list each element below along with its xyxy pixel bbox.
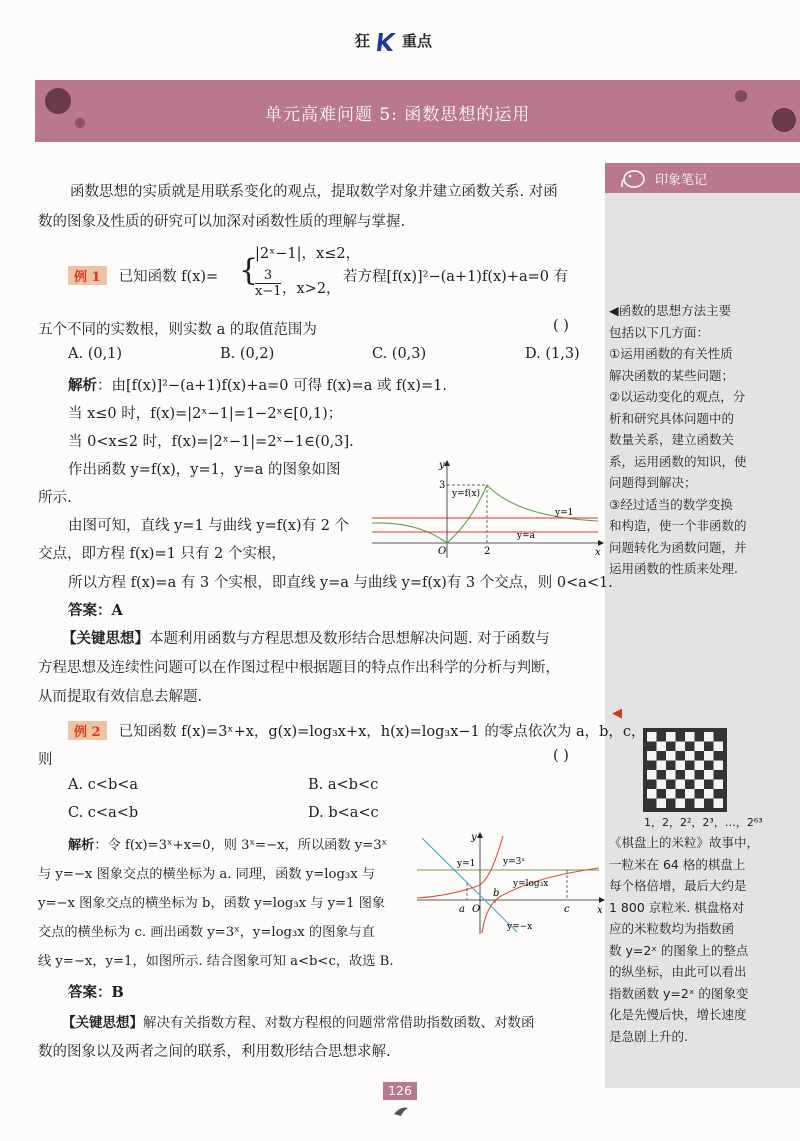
- chessboard-illustration: [643, 728, 727, 812]
- intro-line: 函数思想的实质就是用联系变化的观点，提取数学对象并建立函数关系. 对函: [70, 184, 558, 200]
- chessboard-square: [657, 742, 667, 752]
- decor-dot: [772, 108, 796, 132]
- chessboard-square: [666, 732, 676, 742]
- note-line: 数 y=2ˣ 的图象上的整点: [609, 942, 749, 958]
- solution-line: 当 x≤0 时，f(x)=|2ˣ−1|=1−2ˣ∈[0,1)；: [68, 406, 343, 422]
- intro-line: 数的图象及性质的研究可以加深对函数性质的理解与掌握.: [38, 214, 406, 230]
- chessboard-square: [704, 789, 714, 799]
- chessboard-square: [704, 770, 714, 780]
- logo-left-text: 狂: [355, 32, 371, 50]
- chessboard-square: [704, 751, 714, 761]
- chessboard-square: [666, 789, 676, 799]
- example-2-tag: 例 2: [68, 721, 107, 740]
- answer-line: 答案：A: [68, 602, 123, 619]
- note-line: 化是先慢后快，增长速度: [609, 1007, 747, 1022]
- brand-logo: [355, 30, 432, 53]
- note-line: 是急剧上升的.: [609, 1028, 688, 1044]
- decor-dot: [75, 118, 85, 128]
- example-2-stem: [68, 720, 646, 741]
- note-line: 包括以下几方面：: [609, 324, 710, 340]
- chessboard-square: [714, 742, 724, 752]
- key-idea-line: [62, 1011, 535, 1031]
- chessboard-square: [657, 780, 667, 790]
- option-d: D. b<a<c: [308, 805, 379, 821]
- note-line: ◀函数的思想方法主要: [609, 303, 732, 318]
- chessboard-square: [685, 751, 695, 761]
- solution-line: 交点的横坐标为 c. 画出函数 y=3ˣ，y=log₃x 的图象与直: [38, 925, 375, 940]
- option-c: C. (0,3): [372, 346, 427, 362]
- option-b: B. a<b<c: [308, 777, 379, 793]
- figure-piecewise-graph: [372, 458, 604, 560]
- chessboard-square: [647, 732, 657, 742]
- marker-icon: ◀: [612, 706, 622, 721]
- page-number: 126: [383, 1082, 417, 1100]
- chessboard-square: [695, 761, 705, 771]
- solution-line: 由图可知，直线 y=1 与曲线 y=f(x)有 2 个: [68, 518, 350, 534]
- label-y1: y=1: [457, 859, 476, 869]
- label-b: b: [493, 888, 500, 899]
- example-1-tag: 例 1: [68, 266, 107, 285]
- key-idea-label: 【关键思想】: [62, 630, 149, 647]
- chessboard-square: [704, 732, 714, 742]
- solution-line: 所以方程 f(x)=a 有 3 个实根，即直线 y=a 与曲线 y=f(x)有 3 个交点，则 0<a<1.: [68, 575, 613, 591]
- piecewise-case-1: |2ˣ−1|，x≤2，: [255, 246, 361, 262]
- chessboard-square: [685, 732, 695, 742]
- x-axis-arrow: [599, 897, 605, 903]
- note-line: 运用函数的性质来处理.: [609, 561, 738, 576]
- label-origin: O: [438, 546, 447, 557]
- solution-line: 所示.: [38, 490, 72, 506]
- chessboard-square: [676, 761, 686, 771]
- note-line: 1 800 京粒米. 棋盘格对: [609, 899, 745, 915]
- note-line: 一粒米在 64 格的棋盘上: [609, 856, 746, 872]
- chessboard-square: [695, 780, 705, 790]
- solution-line: 作出函数 y=f(x)，y=1，y=a 的图象如图: [68, 462, 341, 478]
- label-neg-x: y=−x: [507, 922, 533, 932]
- note-line: 每个格倍增，最后大约是: [609, 878, 747, 893]
- label-c: c: [564, 904, 570, 915]
- solution-line: [68, 374, 447, 395]
- option-c: C. c<a<b: [68, 805, 139, 821]
- piecewise-fraction: [255, 268, 281, 299]
- label-x: x: [597, 905, 603, 916]
- label-y: y: [439, 460, 445, 471]
- sidebar-note-methods: [609, 300, 747, 580]
- chessboard-square: [676, 742, 686, 752]
- label-ya: y=a: [517, 531, 535, 541]
- chessboard-square: [714, 761, 724, 771]
- chessboard-square: [657, 799, 667, 809]
- example-1-question: 五个不同的实数根，则实数 a 的取值范围为: [38, 322, 317, 338]
- note-line: ③经过适当的数学变换: [609, 496, 733, 512]
- solution-label: 解析: [68, 377, 97, 394]
- label-exp: y=3ˣ: [503, 857, 526, 867]
- sidebar-note-rice: [609, 832, 759, 1047]
- note-line: 和构造，使一个非函数的: [609, 518, 747, 533]
- decor-dot: [735, 90, 747, 102]
- example-1-equation: 若方程[f(x)]²−(a+1)f(x)+a=0 有: [343, 269, 569, 285]
- chessboard-square: [695, 742, 705, 752]
- example-2-question: 则: [38, 752, 53, 768]
- fraction-denominator: x−1: [255, 284, 282, 299]
- key-idea-label: 【关键思想】: [62, 1015, 143, 1031]
- chessboard-square: [647, 770, 657, 780]
- section-title: 单元高难问题 5: 函数思想的运用: [265, 105, 531, 125]
- label-a: a: [459, 904, 465, 915]
- figure-exp-log-graph: [417, 828, 605, 936]
- chessboard-square: [695, 799, 705, 809]
- chessboard-square: [647, 751, 657, 761]
- note-line: ②以运动变化的观点，分: [609, 389, 746, 404]
- solution-text: ：令 f(x)=3ˣ+x=0，则 3ˣ=−x，所以函数 y=3ˣ: [94, 838, 388, 853]
- answer-paren: ( ): [553, 318, 569, 334]
- option-a: A. c<b<a: [68, 777, 139, 793]
- label-y: y: [471, 832, 477, 843]
- solution-line: 线 y=−x，y=1，如图所示. 结合图象可知 a<b<c，故选 B.: [38, 954, 394, 969]
- solution-label: 解析: [68, 838, 95, 853]
- chessboard-square: [666, 751, 676, 761]
- stem-text: 已知函数 f(x)=: [118, 269, 219, 285]
- sidebar-title: 印象笔记: [655, 173, 708, 188]
- piecewise-case-2-cond: ，x>2，: [282, 281, 341, 297]
- label-2: 2: [484, 546, 491, 557]
- key-idea-line: [62, 627, 550, 648]
- chessboard-square: [647, 789, 657, 799]
- note-line: 问题得到解决；: [609, 475, 697, 490]
- sidebar-header: [605, 163, 800, 193]
- chessboard-square: [657, 761, 667, 771]
- line-neg-x: [422, 838, 517, 932]
- x-axis-arrow: [598, 540, 604, 546]
- note-line: 问题转化为函数问题，并: [609, 539, 747, 555]
- solution-line: 当 0<x≤2 时，f(x)=|2ˣ−1|=2ˣ−1∈(0,3].: [68, 434, 354, 450]
- solution-line: [68, 834, 387, 853]
- y-axis-arrow: [477, 832, 483, 838]
- curve-log: [482, 868, 599, 933]
- example-1-stem: [68, 265, 218, 286]
- label-x: x: [595, 547, 601, 558]
- key-idea-line: 数的图象以及两者之间的联系，利用数形结合思想求解.: [38, 1044, 391, 1060]
- note-line: ①运用函数的有关性质: [609, 346, 733, 361]
- note-line: 析和研究具体问题中的: [609, 410, 735, 426]
- section-banner: [35, 80, 800, 142]
- note-line: 数量关系，建立函数关: [609, 432, 735, 447]
- note-line: 解决函数的某些问题；: [609, 367, 735, 383]
- option-a: A. (0,1): [68, 346, 123, 362]
- elephant-icon: [619, 167, 647, 189]
- chessboard-square: [714, 799, 724, 809]
- logo-right-text: 重点: [402, 32, 433, 50]
- key-idea-line: 从而提取有效信息去解题.: [38, 689, 203, 705]
- chessboard-square: [676, 780, 686, 790]
- chessboard-square: [685, 789, 695, 799]
- stem-text: 已知函数 f(x)=3ˣ+x，g(x)=log₃x+x，h(x)=log₃x−1 的零点依次为 a，b，c，: [118, 724, 646, 740]
- note-line: 指数函数 y=2ˣ 的图象变: [609, 985, 749, 1001]
- k-logo-icon: [375, 31, 397, 53]
- note-line: 应的米粒数均为指数函: [609, 921, 735, 936]
- key-idea-text: 解决有关指数方程、对数方程根的问题常常借助指数函数、对数函: [143, 1015, 535, 1031]
- answer-paren: ( ): [553, 748, 569, 764]
- brace-glyph: {: [239, 253, 259, 288]
- answer-line: 答案：B: [68, 984, 124, 1001]
- label-origin: O: [472, 904, 481, 915]
- chessboard-square: [666, 770, 676, 780]
- label-y1: y=1: [555, 508, 574, 518]
- decor-dot: [45, 88, 71, 114]
- note-line: 《棋盘上的米粒》故事中，: [609, 835, 760, 850]
- key-idea-line: 方程思想及连续性问题可以在作图过程中根据题目的特点作出科学的分析与判断，: [38, 660, 560, 676]
- bird-icon: [392, 1104, 410, 1118]
- label-log: y=log₃x: [513, 879, 549, 889]
- chessboard-square: [676, 799, 686, 809]
- key-idea-text: 本题利用函数与方程思想及数形结合思想解决问题. 对于函数与: [149, 631, 550, 647]
- chessboard-caption: 1，2，2²，2³，…，2⁶³: [644, 816, 763, 829]
- solution-line: y=−x 图象交点的横坐标为 b，函数 y=log₃x 与 y=1 图象: [38, 896, 386, 911]
- note-line: 的纵坐标，由此可以看出: [609, 964, 747, 979]
- option-d: D. (1,3): [525, 346, 580, 362]
- solution-text: ：由[f(x)]²−(a+1)f(x)+a=0 可得 f(x)=a 或 f(x)=1.: [97, 378, 447, 394]
- chessboard-square: [714, 780, 724, 790]
- fraction-numerator: 3: [263, 268, 273, 283]
- solution-line: 交点，即方程 f(x)=1 只有 2 个实根，: [38, 546, 286, 562]
- note-line: 系，运用函数的知识，使: [609, 453, 747, 469]
- label-3: 3: [439, 480, 446, 491]
- label-fx: y=f(x): [452, 489, 481, 499]
- option-b: B. (0,2): [220, 346, 275, 362]
- solution-line: 与 y=−x 图象交点的横坐标为 a. 同理，函数 y=log₃x 与: [38, 867, 376, 882]
- y-axis-arrow: [444, 460, 450, 466]
- chessboard-square: [685, 770, 695, 780]
